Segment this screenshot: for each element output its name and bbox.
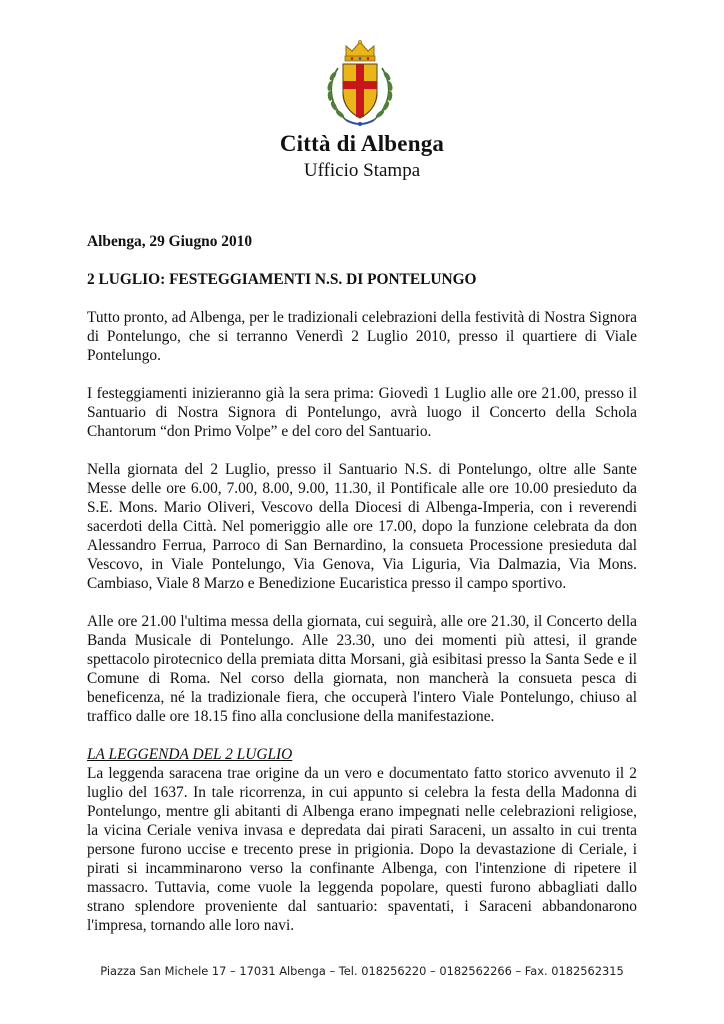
section-paragraph: La leggenda saracena trae origine da un vero e documentato fatto storico avvenuto il 2 luglio del 1637. In tale ricorrenza, in cui appunto si celebra la festa della Madonna di Pontelungo, mentre gli abitanti di Albenga erano impegnati nelle celebrazioni religiose, la vicina Ceriale veniva invasa e depredata dai pirati Saraceni, un assalto in cui trenta persone furono uccise e trecento prese in prigionia. Dopo la devastazione di Ceriale, i pirati si incamminarono verso la confinante Albenga, con l'intenzione di ripetere il massacro. Tuttavia, come vuole la leggenda popolare, questi furono abbagliati dallo strano splendore proveniente dal santuario: spaventati, i Saraceni abbandonarono l'impresa, tornando alle loro navi. xyxy=(87,765,637,934)
headline: 2 LUGLIO: FESTEGGIAMENTI N.S. DI PONTELUNGO xyxy=(87,271,477,288)
dateline: Albenga, 29 Giugno 2010 xyxy=(87,233,253,250)
paragraph: Alle ore 21.00 l'ultima messa della giornata, cui seguirà, alle ore 21.30, il Concerto della Banda Musicale di Pontelungo. Alle 23.30, uno dei momenti più attesi, il grande spettacolo pirotecnico della premiata ditta Morsani, già esibitasi presso la Santa Sede e il Comune di Roma. Nel corso della giornata, non mancherà la consueta pesca di beneficenza, né la tradizionale fiera, che occuperà l'intero Viale Pontelungo, chiuso al traffico dalle ore 18.15 fino alla conclusione della manifestazione. xyxy=(87,613,637,725)
section-title: LA LEGGENDA DEL 2 LUGLIO xyxy=(87,746,293,763)
paragraph: I festeggiamenti inizieranno già la sera prima: Giovedì 1 Luglio alle ore 21.00, presso il Santuario di Nostra Signora di Pontelungo, avrà luogo il Concerto della Schola Chantorum “don Primo Volpe” e del coro del Santuario. xyxy=(87,385,637,440)
footer-contact: Piazza San Michele 17 – 17031 Albenga – Tel. 018256220 – 0182562266 – Fax. 0182562315 xyxy=(100,964,624,978)
paragraph: Tutto pronto, ad Albenga, per le tradizionali celebrazioni della festività di Nostra Signora di Pontelungo, che si terranno Venerdì 2 Luglio 2010, presso il quartiere di Viale Pontelungo. xyxy=(87,309,637,364)
article-body xyxy=(87,232,637,935)
albenga-coat-of-arms-icon xyxy=(316,38,404,130)
paragraph: Nella giornata del 2 Luglio, presso il Santuario N.S. di Pontelungo, oltre alle Sante Messe delle ore 6.00, 7.00, 8.00, 9.00, 11.30, il Pontificale alle ore 10.00 presieduto da S.E. Mons. Mario Oliveri, Vescovo della Diocesi di Albenga-Imperia, con i reverendi sacerdoti della Città. Nel pomeriggio alle ore 17.00, dopo la funzione celebrata da don Alessandro Ferrua, Parroco di San Bernardino, la consueta Processione presieduta dal Vescovo, in Viale Pontelungo, Via Genova, Via Liguria, Via Dalmazia, Via Mons. Cambiaso, Viale 8 Marzo e Benedizione Eucaristica presso il campo sportivo. xyxy=(87,461,637,592)
city-name: Città di Albenga xyxy=(279,131,445,156)
office-name: Ufficio Stampa xyxy=(303,160,421,181)
